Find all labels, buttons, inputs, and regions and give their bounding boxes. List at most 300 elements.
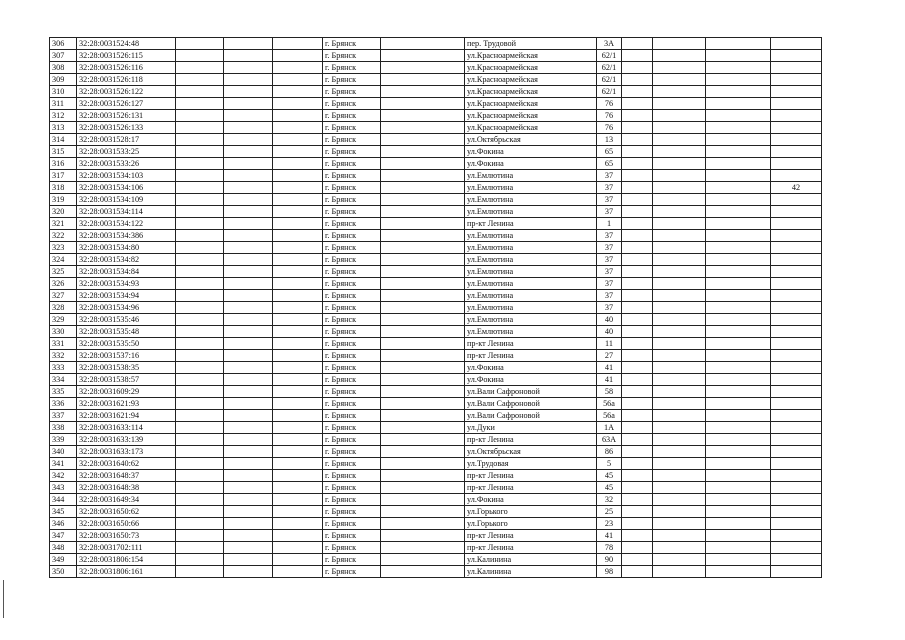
empty-cell [706, 374, 771, 386]
house-number-cell: 37 [597, 170, 622, 182]
empty-cell [224, 146, 273, 158]
house-number-cell: 37 [597, 302, 622, 314]
empty-cell [224, 434, 273, 446]
city-cell: г. Брянск [323, 398, 381, 410]
row-number-cell: 317 [50, 170, 77, 182]
empty-cell [176, 554, 224, 566]
empty-cell [273, 290, 323, 302]
house-number-cell: 5 [597, 458, 622, 470]
extra-value-cell [771, 194, 822, 206]
extra-value-cell: 42 [771, 182, 822, 194]
empty-cell [653, 158, 706, 170]
cadastral-number-cell: 32:28:0031648:37 [77, 470, 176, 482]
empty-cell [224, 386, 273, 398]
empty-cell [706, 506, 771, 518]
empty-cell [622, 50, 653, 62]
table-row [50, 326, 822, 338]
empty-cell [706, 290, 771, 302]
empty-cell [706, 350, 771, 362]
row-number-cell: 342 [50, 470, 77, 482]
empty-cell [706, 422, 771, 434]
empty-cell [381, 422, 465, 434]
empty-cell [176, 542, 224, 554]
empty-cell [224, 518, 273, 530]
house-number-cell: 90 [597, 554, 622, 566]
empty-cell [176, 338, 224, 350]
city-cell: г. Брянск [323, 362, 381, 374]
house-number-cell: 76 [597, 122, 622, 134]
empty-cell [381, 398, 465, 410]
empty-cell [381, 470, 465, 482]
empty-cell [273, 566, 323, 578]
empty-cell [176, 134, 224, 146]
house-number-cell: 62/1 [597, 74, 622, 86]
cadastral-number-cell: 32:28:0031533:25 [77, 146, 176, 158]
city-cell: г. Брянск [323, 434, 381, 446]
house-number-cell: 37 [597, 182, 622, 194]
empty-cell [176, 494, 224, 506]
cadastral-number-cell: 32:28:0031534:103 [77, 170, 176, 182]
house-number-cell: 45 [597, 470, 622, 482]
empty-cell [273, 470, 323, 482]
empty-cell [176, 146, 224, 158]
street-cell: ул.Емлютина [465, 302, 597, 314]
house-number-cell: 62/1 [597, 50, 622, 62]
city-cell: г. Брянск [323, 542, 381, 554]
cadastral-number-cell: 32:28:0031535:46 [77, 314, 176, 326]
house-number-cell: 1 [597, 218, 622, 230]
empty-cell [706, 338, 771, 350]
street-cell: ул.Дуки [465, 422, 597, 434]
empty-cell [622, 470, 653, 482]
street-cell: ул.Емлютина [465, 242, 597, 254]
empty-cell [622, 542, 653, 554]
street-cell: ул.Красноармейская [465, 86, 597, 98]
street-cell: пр-кт Ленина [465, 530, 597, 542]
empty-cell [381, 242, 465, 254]
extra-value-cell [771, 38, 822, 50]
street-cell: ул.Емлютина [465, 170, 597, 182]
street-cell: ул.Емлютина [465, 194, 597, 206]
house-number-cell: 58 [597, 386, 622, 398]
empty-cell [381, 434, 465, 446]
city-cell: г. Брянск [323, 38, 381, 50]
street-cell: ул.Октябрьская [465, 446, 597, 458]
street-cell: пр-кт Ленина [465, 434, 597, 446]
extra-value-cell [771, 218, 822, 230]
empty-cell [273, 266, 323, 278]
row-number-cell: 343 [50, 482, 77, 494]
empty-cell [653, 374, 706, 386]
empty-cell [224, 38, 273, 50]
empty-cell [176, 302, 224, 314]
city-cell: г. Брянск [323, 110, 381, 122]
extra-value-cell [771, 314, 822, 326]
extra-value-cell [771, 122, 822, 134]
empty-cell [653, 254, 706, 266]
street-cell: ул.Красноармейская [465, 62, 597, 74]
empty-cell [622, 362, 653, 374]
row-number-cell: 331 [50, 338, 77, 350]
street-cell: ул.Горького [465, 506, 597, 518]
empty-cell [381, 62, 465, 74]
empty-cell [224, 302, 273, 314]
empty-cell [176, 62, 224, 74]
empty-cell [273, 74, 323, 86]
empty-cell [176, 398, 224, 410]
cadastral-number-cell: 32:28:0031538:35 [77, 362, 176, 374]
empty-cell [706, 554, 771, 566]
extra-value-cell [771, 230, 822, 242]
empty-cell [622, 254, 653, 266]
cadastral-number-cell: 32:28:0031702:111 [77, 542, 176, 554]
house-number-cell: 63А [597, 434, 622, 446]
table-row [50, 158, 822, 170]
cadastral-number-cell: 32:28:0031535:50 [77, 338, 176, 350]
table-row [50, 242, 822, 254]
empty-cell [176, 98, 224, 110]
empty-cell [706, 530, 771, 542]
extra-value-cell [771, 158, 822, 170]
extra-value-cell [771, 362, 822, 374]
house-number-cell: 76 [597, 110, 622, 122]
table-row [50, 494, 822, 506]
cadastral-number-cell: 32:28:0031534:109 [77, 194, 176, 206]
row-number-cell: 307 [50, 50, 77, 62]
city-cell: г. Брянск [323, 422, 381, 434]
empty-cell [273, 62, 323, 74]
empty-cell [653, 314, 706, 326]
empty-cell [622, 350, 653, 362]
street-cell: ул.Вали Сафроновой [465, 398, 597, 410]
empty-cell [706, 482, 771, 494]
empty-cell [622, 218, 653, 230]
row-number-cell: 346 [50, 518, 77, 530]
street-cell: пр-кт Ленина [465, 350, 597, 362]
empty-cell [653, 398, 706, 410]
row-number-cell: 338 [50, 422, 77, 434]
empty-cell [381, 38, 465, 50]
cadastral-number-cell: 32:28:0031650:62 [77, 506, 176, 518]
empty-cell [224, 542, 273, 554]
empty-cell [224, 278, 273, 290]
table-row [50, 362, 822, 374]
empty-cell [176, 242, 224, 254]
street-cell: ул.Фокина [465, 362, 597, 374]
cadastral-number-cell: 32:28:0031524:48 [77, 38, 176, 50]
city-cell: г. Брянск [323, 290, 381, 302]
empty-cell [706, 74, 771, 86]
property-register-table [49, 37, 822, 578]
empty-cell [381, 134, 465, 146]
empty-cell [653, 218, 706, 230]
empty-cell [273, 350, 323, 362]
street-cell: ул.Емлютина [465, 206, 597, 218]
empty-cell [273, 506, 323, 518]
row-number-cell: 340 [50, 446, 77, 458]
empty-cell [176, 386, 224, 398]
empty-cell [706, 398, 771, 410]
street-cell: ул.Октябрьская [465, 134, 597, 146]
city-cell: г. Брянск [323, 278, 381, 290]
house-number-cell: 1А [597, 422, 622, 434]
cadastral-number-cell: 32:28:0031534:386 [77, 230, 176, 242]
city-cell: г. Брянск [323, 410, 381, 422]
street-cell: ул.Емлютина [465, 326, 597, 338]
empty-cell [381, 122, 465, 134]
table-row [50, 398, 822, 410]
empty-cell [224, 350, 273, 362]
house-number-cell: 32 [597, 494, 622, 506]
table-row [50, 62, 822, 74]
empty-cell [622, 386, 653, 398]
empty-cell [381, 542, 465, 554]
table-row [50, 350, 822, 362]
empty-cell [176, 110, 224, 122]
empty-cell [176, 362, 224, 374]
cadastral-number-cell: 32:28:0031650:73 [77, 530, 176, 542]
empty-cell [653, 278, 706, 290]
empty-cell [622, 146, 653, 158]
empty-cell [706, 110, 771, 122]
row-number-cell: 344 [50, 494, 77, 506]
empty-cell [224, 290, 273, 302]
street-cell: ул.Красноармейская [465, 50, 597, 62]
empty-cell [176, 206, 224, 218]
empty-cell [224, 554, 273, 566]
empty-cell [653, 206, 706, 218]
empty-cell [622, 158, 653, 170]
empty-cell [176, 518, 224, 530]
empty-cell [653, 62, 706, 74]
empty-cell [653, 266, 706, 278]
empty-cell [381, 98, 465, 110]
city-cell: г. Брянск [323, 314, 381, 326]
house-number-cell: 62/1 [597, 62, 622, 74]
empty-cell [381, 314, 465, 326]
empty-cell [622, 302, 653, 314]
empty-cell [381, 170, 465, 182]
row-number-cell: 333 [50, 362, 77, 374]
empty-cell [176, 434, 224, 446]
house-number-cell: 45 [597, 482, 622, 494]
empty-cell [273, 338, 323, 350]
table-body [50, 38, 822, 578]
empty-cell [706, 242, 771, 254]
empty-cell [273, 38, 323, 50]
table-row [50, 218, 822, 230]
empty-cell [381, 194, 465, 206]
street-cell: ул.Емлютина [465, 182, 597, 194]
street-cell: ул.Трудовая [465, 458, 597, 470]
extra-value-cell [771, 326, 822, 338]
cadastral-number-cell: 32:28:0031650:66 [77, 518, 176, 530]
empty-cell [273, 170, 323, 182]
empty-cell [622, 62, 653, 74]
empty-cell [273, 434, 323, 446]
empty-cell [273, 182, 323, 194]
street-cell: пр-кт Ленина [465, 482, 597, 494]
house-number-cell: 37 [597, 230, 622, 242]
table-row [50, 38, 822, 50]
empty-cell [273, 254, 323, 266]
row-number-cell: 311 [50, 98, 77, 110]
city-cell: г. Брянск [323, 554, 381, 566]
cadastral-number-cell: 32:28:0031534:106 [77, 182, 176, 194]
city-cell: г. Брянск [323, 458, 381, 470]
empty-cell [706, 446, 771, 458]
street-cell: ул.Красноармейская [465, 122, 597, 134]
empty-cell [653, 38, 706, 50]
table-row [50, 566, 822, 578]
empty-cell [622, 398, 653, 410]
extra-value-cell [771, 470, 822, 482]
empty-cell [224, 530, 273, 542]
empty-cell [622, 434, 653, 446]
empty-cell [176, 290, 224, 302]
empty-cell [653, 482, 706, 494]
empty-cell [224, 218, 273, 230]
house-number-cell: 37 [597, 206, 622, 218]
table-row [50, 386, 822, 398]
street-cell: ул.Емлютина [465, 290, 597, 302]
row-number-cell: 315 [50, 146, 77, 158]
house-number-cell: 56а [597, 398, 622, 410]
cadastral-number-cell: 32:28:0031609:29 [77, 386, 176, 398]
row-number-cell: 350 [50, 566, 77, 578]
house-number-cell: 37 [597, 290, 622, 302]
empty-cell [381, 374, 465, 386]
empty-cell [273, 374, 323, 386]
extra-value-cell [771, 410, 822, 422]
empty-cell [224, 194, 273, 206]
empty-cell [381, 518, 465, 530]
cadastral-number-cell: 32:28:0031534:122 [77, 218, 176, 230]
extra-value-cell [771, 434, 822, 446]
street-cell: ул.Красноармейская [465, 110, 597, 122]
empty-cell [381, 446, 465, 458]
empty-cell [622, 86, 653, 98]
empty-cell [622, 230, 653, 242]
empty-cell [706, 314, 771, 326]
city-cell: г. Брянск [323, 230, 381, 242]
empty-cell [706, 218, 771, 230]
table-row [50, 470, 822, 482]
table-row [50, 506, 822, 518]
row-number-cell: 336 [50, 398, 77, 410]
extra-value-cell [771, 494, 822, 506]
empty-cell [653, 110, 706, 122]
table-row [50, 530, 822, 542]
empty-cell [381, 254, 465, 266]
empty-cell [381, 506, 465, 518]
street-cell: ул.Емлютина [465, 230, 597, 242]
city-cell: г. Брянск [323, 194, 381, 206]
extra-value-cell [771, 530, 822, 542]
empty-cell [706, 230, 771, 242]
extra-value-cell [771, 542, 822, 554]
empty-cell [273, 242, 323, 254]
empty-cell [273, 518, 323, 530]
empty-cell [224, 110, 273, 122]
empty-cell [224, 242, 273, 254]
house-number-cell: 65 [597, 158, 622, 170]
house-number-cell: 41 [597, 374, 622, 386]
empty-cell [273, 410, 323, 422]
street-cell: пр-кт Ленина [465, 338, 597, 350]
empty-cell [176, 458, 224, 470]
empty-cell [273, 218, 323, 230]
street-cell: ул.Емлютина [465, 254, 597, 266]
row-number-cell: 327 [50, 290, 77, 302]
row-number-cell: 322 [50, 230, 77, 242]
empty-cell [622, 206, 653, 218]
empty-cell [653, 350, 706, 362]
empty-cell [381, 350, 465, 362]
empty-cell [224, 62, 273, 74]
extra-value-cell [771, 350, 822, 362]
cadastral-number-cell: 32:28:0031526:115 [77, 50, 176, 62]
empty-cell [706, 86, 771, 98]
empty-cell [273, 446, 323, 458]
street-cell: ул.Емлютина [465, 278, 597, 290]
row-number-cell: 334 [50, 374, 77, 386]
empty-cell [224, 254, 273, 266]
empty-cell [176, 314, 224, 326]
house-number-cell: 27 [597, 350, 622, 362]
empty-cell [176, 278, 224, 290]
city-cell: г. Брянск [323, 326, 381, 338]
table-row [50, 338, 822, 350]
empty-cell [224, 470, 273, 482]
empty-cell [381, 158, 465, 170]
empty-cell [653, 566, 706, 578]
extra-value-cell [771, 206, 822, 218]
table-row [50, 134, 822, 146]
empty-cell [653, 542, 706, 554]
house-number-cell: 11 [597, 338, 622, 350]
cadastral-number-cell: 32:28:0031648:38 [77, 482, 176, 494]
empty-cell [622, 278, 653, 290]
house-number-cell: 37 [597, 194, 622, 206]
empty-cell [224, 230, 273, 242]
street-cell: пер. Трудовой [465, 38, 597, 50]
empty-cell [653, 290, 706, 302]
empty-cell [622, 242, 653, 254]
empty-cell [622, 374, 653, 386]
empty-cell [653, 122, 706, 134]
empty-cell [381, 566, 465, 578]
empty-cell [273, 542, 323, 554]
empty-cell [706, 98, 771, 110]
city-cell: г. Брянск [323, 98, 381, 110]
extra-value-cell [771, 98, 822, 110]
row-number-cell: 310 [50, 86, 77, 98]
empty-cell [653, 50, 706, 62]
empty-cell [273, 206, 323, 218]
empty-cell [176, 266, 224, 278]
row-number-cell: 324 [50, 254, 77, 266]
empty-cell [706, 194, 771, 206]
empty-cell [273, 230, 323, 242]
extra-value-cell [771, 254, 822, 266]
street-cell: пр-кт Ленина [465, 218, 597, 230]
row-number-cell: 349 [50, 554, 77, 566]
cadastral-number-cell: 32:28:0031537:16 [77, 350, 176, 362]
extra-value-cell [771, 398, 822, 410]
street-cell: ул.Фокина [465, 158, 597, 170]
empty-cell [381, 50, 465, 62]
